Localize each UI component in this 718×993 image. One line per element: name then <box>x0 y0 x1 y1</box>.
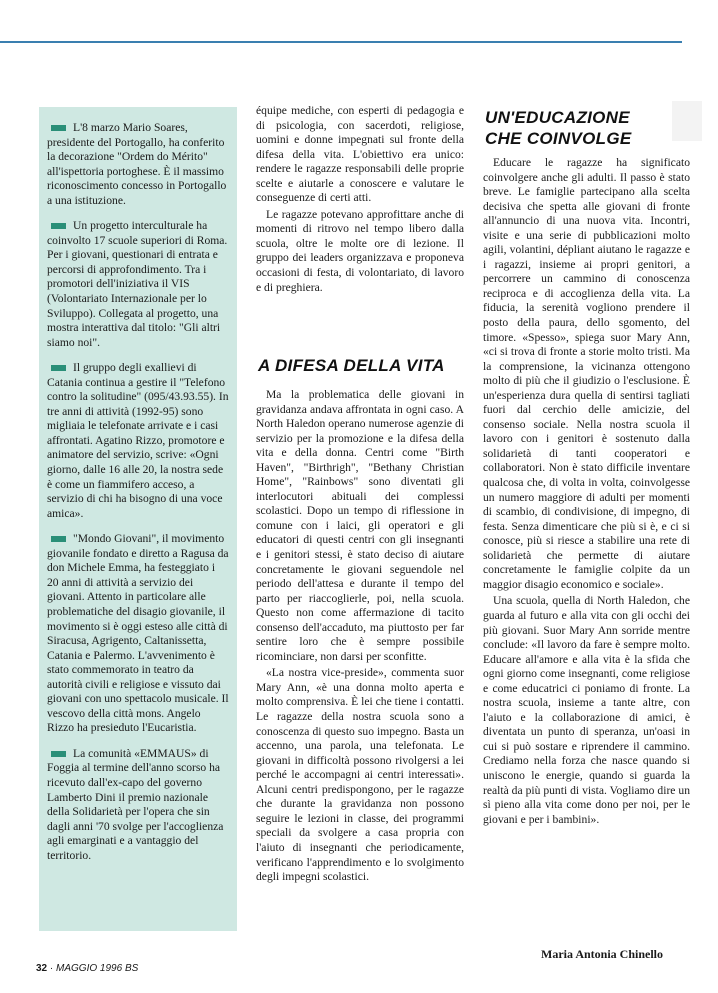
article-paragraph: Una scuola, quella di North Haledon, che guarda al futuro e alla vita con gli occhi dei più giovani. Suor Mary Ann sorride mentre conclude: «Il lavoro da fare è sempre molto. Educare all'amore e alla vita è la sfida che ogni giorno come insegnanti, come religiose e come educatrici ci poniamo di fronte. La nostra scuola, insieme a tante altre, con l'aiuto e la collaborazione di amici, è diventata un punto di speranza, un'oasi in cui si può sostare e riprendere il cammino. Crediamo nella forza che nasce quando si uniscono le energie, quando si guarda la realtà da più punti di vista. Vogliamo dire un sì pieno alla vita come dono per noi, per le giovani e per i bambini». <box>483 594 690 826</box>
article-column-middle <box>256 104 464 297</box>
article-paragraph: Le ragazze potevano approfittare anche di momenti di ritrovo nel tempo libero dalla scuola, oltre le molte ore di lezione. Il gruppo dei leaders organizzava e proponeva occasioni di festa, di volontariato, di lavoro e di preghiera. <box>256 207 464 294</box>
bullet-marker-icon <box>51 125 66 131</box>
sidebar-note: L'8 marzo Mario Soares, presidente del Portogallo, ha conferito la decorazione "Ordem do Mérito" all'ispettoria portoghese. È il massimo riconoscimento concesso in Portogallo a una istituzione. <box>47 121 227 207</box>
article-paragraph: équipe mediche, con esperti di pedagogia e di psicologia, con sacerdoti, religiose, uomini e donne impegnati sul fronte della difesa della vita. L'obiettivo era unico: rendere le ragazze responsabili delle proprie scelte e aiutarle a conoscere e valutare le conseguenze di certi atti. <box>256 104 464 205</box>
author-signature: Maria Antonia Chinello <box>541 947 664 961</box>
heading-line: UN'EDUCAZIONE <box>485 108 630 127</box>
section-heading-difesa: A DIFESA DELLA VITA <box>258 356 445 375</box>
heading-line: CHE COINVOLGE <box>485 129 632 148</box>
footer-separator: · <box>49 963 54 974</box>
news-sidebar <box>39 107 237 931</box>
sidebar-note: Un progetto interculturale ha coinvolto 17 scuole superiori di Roma. Per i giovani, questionari di entrata e percorsi di approfondimento. Tra i promotori dell'iniziativa il VIS (Volontariato Internazionale per lo Sviluppo). Collegata al progetto, una mostra interattiva dal titolo: "Gli altri siamo noi". <box>47 219 228 349</box>
page-footer <box>36 963 138 974</box>
article-paragraph: «La nostra vice-preside», commenta suor Mary Ann, «è una donna molto aperta e molto comprensiva. È lei che tiene i contatti. Le ragazze della nostra scuola sono a conoscenza di questo suo impegno. Basta un accenno, una parola, una telefonata. Le giovani in difficoltà possono rivolgersi a lei perché le accompagni ai centri interessati». Alcuni centri predispongono, per le ragazze che durante la gravidanza non possono seguire le lezioni in classe, dei programmi speciali da svolgere a casa propria con l'aiuto di insegnanti che periodicamente, verificano l'apprendimento e lo svolgimento degli impegni scolastici. <box>256 666 464 884</box>
issue-label: MAGGIO 1996 BS <box>56 963 139 974</box>
bullet-marker-icon <box>51 223 66 229</box>
article-column-right <box>483 156 690 829</box>
sidebar-note: Il gruppo degli exallievi di Catania continua a gestire il "Telefono contro la solitudine" (095/43.93.55). In tre anni di attività (1992-95) sono migliaia le telefonate arrivate e i casi affrontati. Agatino Rizzo, promotore e animatore del servizio, scrive: «Ogni giorno, dalle 16 alle 20, la nostra sede è come un fiammifero acceso, a servizio di chi ha bisogno di una voce amica». <box>47 361 229 520</box>
bullet-marker-icon <box>51 751 66 757</box>
page-number: 32 <box>36 963 48 974</box>
bullet-marker-icon <box>51 536 66 542</box>
sidebar-note: La comunità «EMMAUS» di Foggia al termine dell'anno scorso ha ricevuto dall'ex-capo del governo Lamberto Dini il premio nazionale della Solidarietà per l'opera che sin dagli anni '70 svolge per l'accoglienza agli emarginati e a vantaggio del territorio. <box>47 746 224 862</box>
top-rule <box>0 41 682 43</box>
article-paragraph: Educare le ragazze ha significato coinvolgere anche gli adulti. Il passo è stato breve. Le famiglie partecipano alla scelta decisiva che spetta alle giovani di fronte all'annuncio di una nuova vita. Incontri, visite e una serie di pubblicazioni molto agili, volantini, dépliant aiutano le ragazze e i ragazzi, insieme ai propri genitori, a percorrere un cammino di conoscenza reciproca e di accoglienza della vita. La fiducia, la serenità vogliono prendere il posto della paura, dello sgomento, del timore. «Spesso», spiega suor Mary Ann, «ci si trova di fronte a storie molto tristi. Ma la comprensione, la vicinanza ottengono molto di più che il giudizio o l'esclusione. È un'esperienza dura quella di sentirsi tagliati fuori dal cerchio delle amicizie, del consenso sociale. Nella nostra scuola il lavoro con i genitori è sostenuto dalla solidarietà di tanti cooperatori e collaboratori. Non è stato difficile inventare qualcosa che, di volta in volta, coinvolgesse un numero maggiore di adulti per momenti di scambio, di condivisione, di impegno, di festa. Senza dimenticare che più si è, e ci si conosce, più si riesce a stabilire una rete di solidarietà che permette di aiutare concretamente le famiglie colpite da un maggior disagio economico e sociale». <box>483 156 690 591</box>
bullet-marker-icon <box>51 365 66 371</box>
section-heading-educazione <box>485 107 705 149</box>
article-paragraph: Ma la problematica delle giovani in gravidanza andava affrontata in ogni caso. A North Haledon operano numerose agenzie di servizio per la promozione e la difesa della vita e della donna. Centri come "Birth Haven", "Birthrigh", "Bethany Christian Home", "Rainbows" sono diventati gli interlocutori abituali dei complessi scolastici. Dopo un tempo di riflessione in comune con i laici, gli operatori e gli educatori di questi centri con gli insegnanti e i genitori stessi, è stato deciso di aiutare concretamente le giovani seguendole nel periodo dell'attesa e durante il tempo del parto per riaccoglierle, poi, nella scuola. Questo non come affermazione di tacito consenso dell'accaduto, ma piuttosto per far sentire loro che è sempre possibile ricominciare, non darsi per sconfitte. <box>256 388 464 663</box>
article-section-difesa <box>256 388 464 887</box>
sidebar-note: "Mondo Giovani", il movimento giovanile fondato e diretto a Ragusa da don Michele Emma, ha festeggiato i 20 anni di attività a servizio dei giovani. Attento in particolare alle problematiche del disagio giovanile, il movimento si è oggi esteso alle città di Siracusa, Agrigento, Caltanissetta, Catania e Palermo. L'avvenimento è stato commemorato in teatro da autorità civili e religiose e vissuto dai giovani con uno spettacolo musicale. Il vescovo della città mons. Angelo Rizzo ha presieduto l'Eucaristia. <box>47 532 229 735</box>
